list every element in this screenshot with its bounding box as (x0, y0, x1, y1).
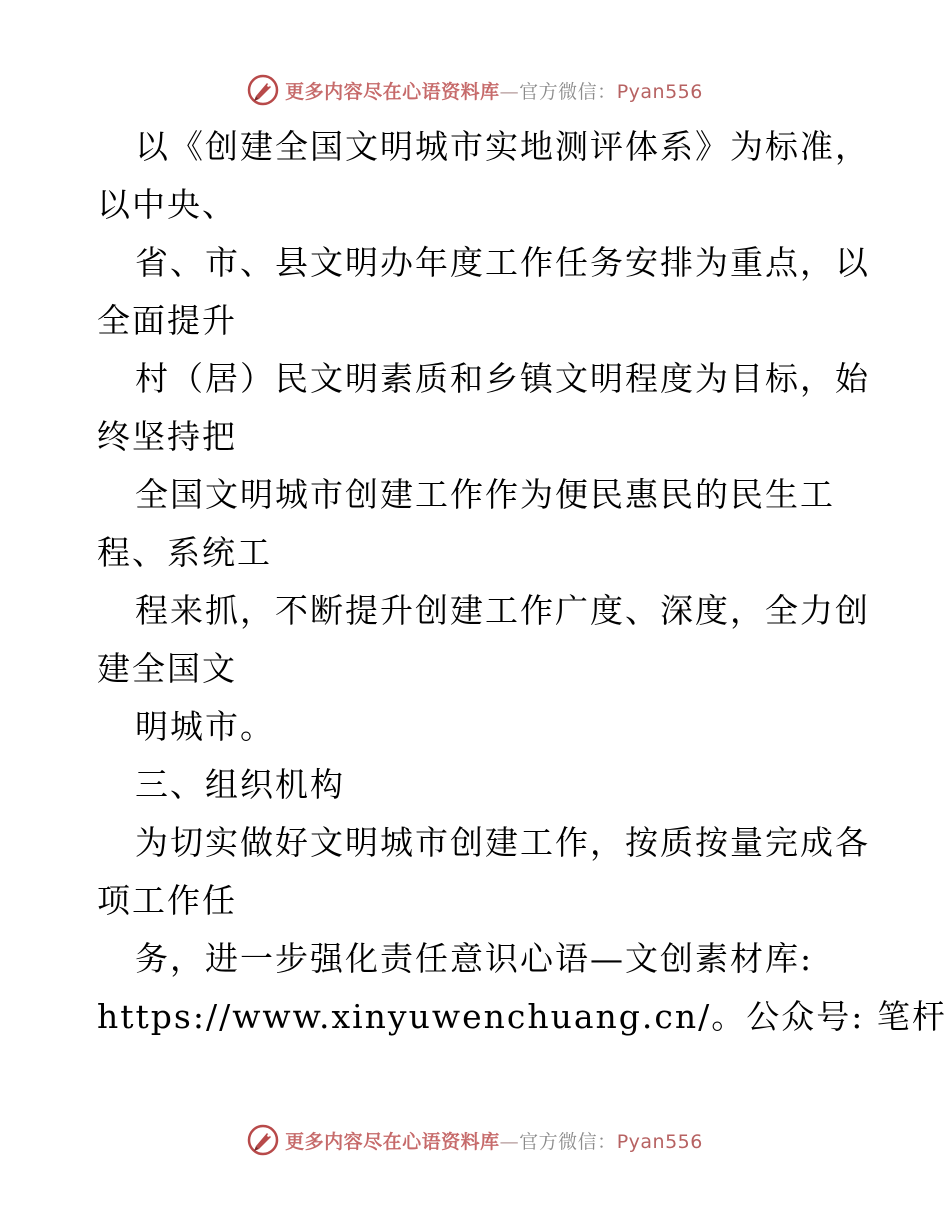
header-banner (0, 70, 950, 110)
text-line: 建全国文 (97, 649, 237, 688)
text-line: 程、系统工 (97, 533, 272, 572)
text-line: 以《创建全国文明城市实地测评体系》为标准， (135, 127, 870, 166)
document-body (97, 118, 947, 1046)
banner-official-label: 官方微信： (519, 1130, 617, 1153)
text-line: 程来抓，不断提升创建工作广度、深度，全力创 (135, 591, 870, 630)
text-line: 全面提升 (97, 301, 237, 340)
banner-text (285, 77, 703, 104)
text-line: 明城市。 (135, 707, 275, 746)
banner-dash: — (499, 1130, 520, 1153)
banner-main-text: 更多内容尽在心语资料库 (285, 80, 500, 103)
text-line: 为切实做好文明城市创建工作，按质按量完成各 (135, 823, 870, 862)
banner-wechat-id: Pyan556 (616, 80, 703, 103)
banner-main-text: 更多内容尽在心语资料库 (285, 1130, 500, 1153)
banner-text (285, 1127, 703, 1154)
text-line: 省、市、县文明办年度工作任务安排为重点，以 (135, 243, 870, 282)
text-line: 项工作任 (97, 881, 237, 920)
text-line: 终坚持把 (97, 417, 237, 456)
banner-wechat-id: Pyan556 (616, 1130, 703, 1153)
text-line: 务，进一步强化责任意识心语—文创素材库: (135, 939, 814, 978)
pen-nib-logo-icon (247, 1124, 279, 1156)
text-line: 以中央、 (97, 185, 237, 224)
text-line: https://www.xinyuwenchuang.cn/。公众号: 笔杆 (97, 997, 947, 1036)
text-line: 全国文明城市创建工作作为便民惠民的民生工 (135, 475, 835, 514)
text-line: 三、组织机构 (135, 765, 345, 804)
banner-dash: — (499, 80, 520, 103)
footer-banner (0, 1120, 950, 1160)
banner-official-label: 官方微信： (519, 80, 617, 103)
pen-nib-logo-icon (247, 74, 279, 106)
text-line: 村（居）民文明素质和乡镇文明程度为目标，始 (135, 359, 870, 398)
